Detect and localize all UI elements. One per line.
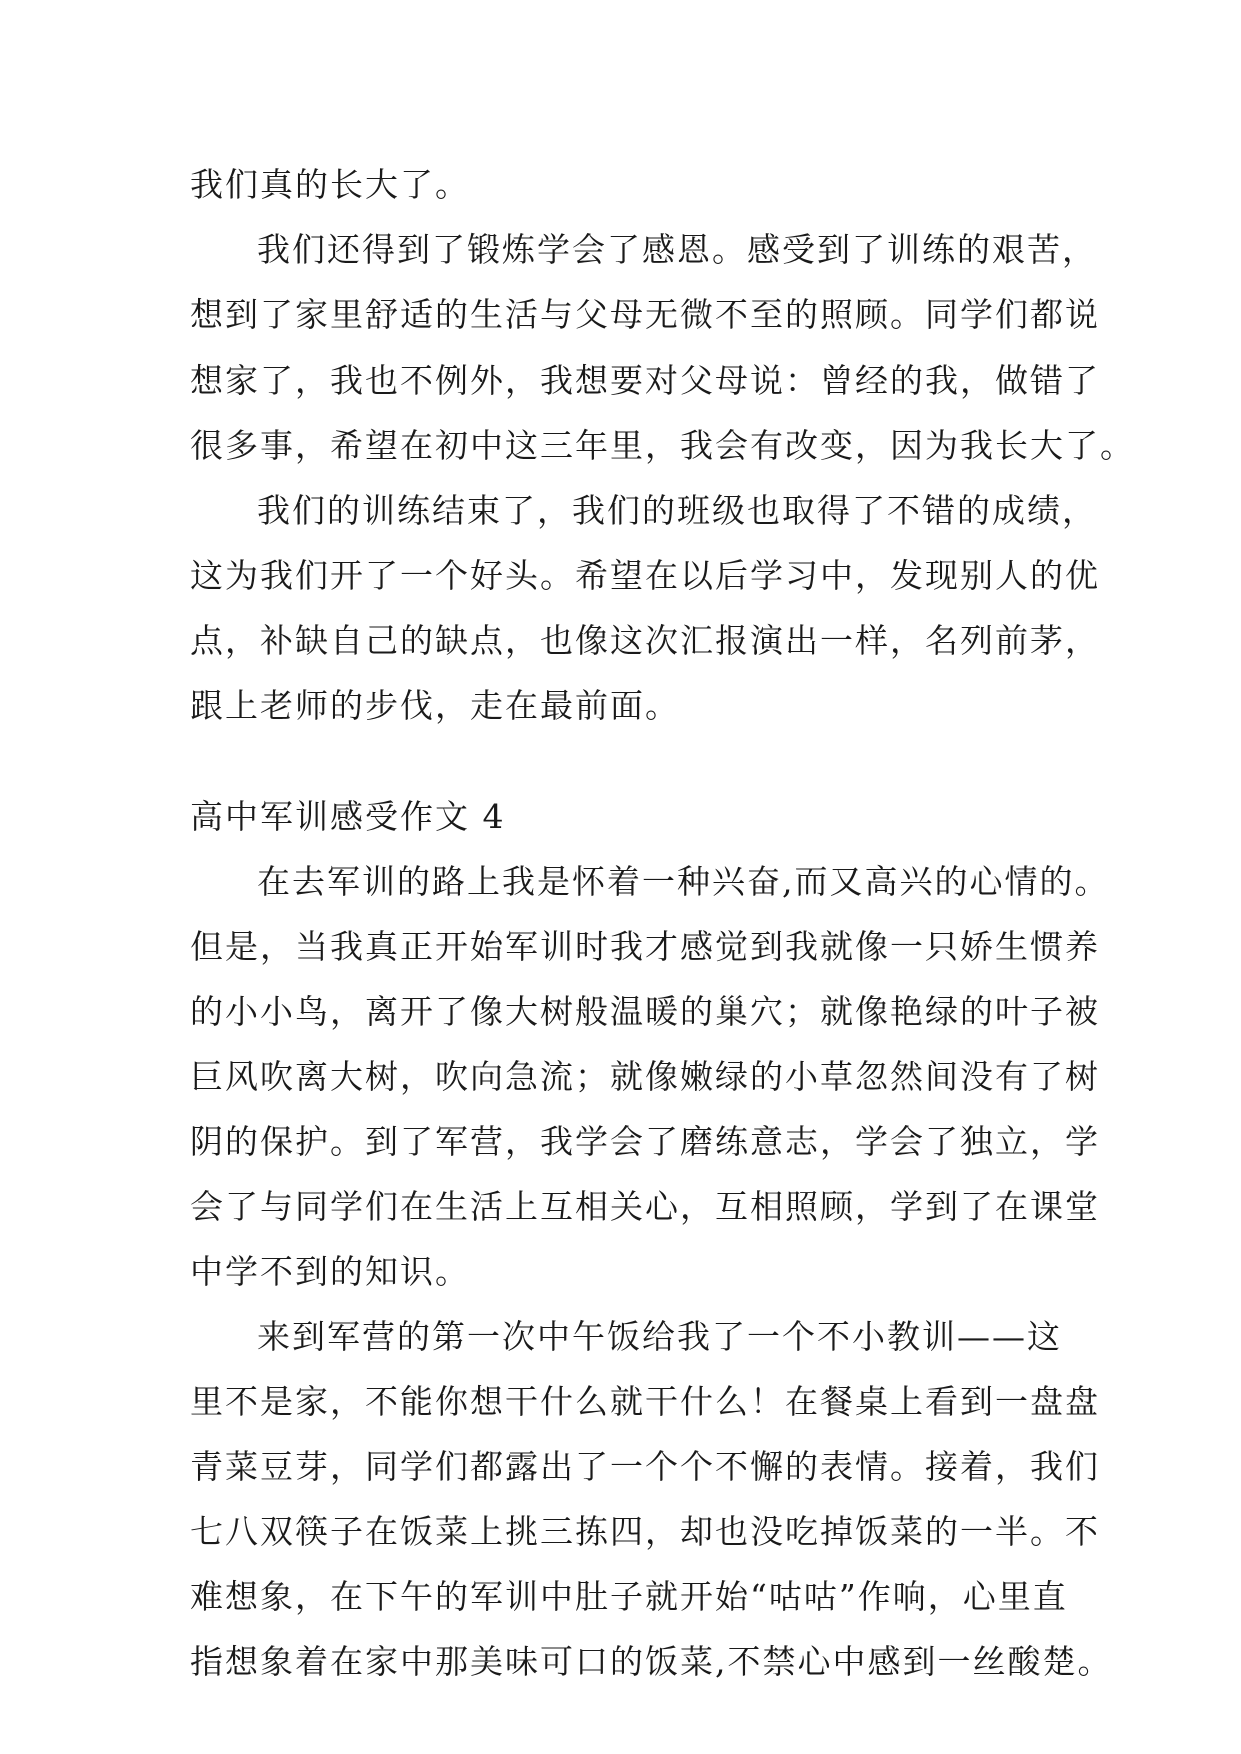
text-line: 会了与同学们在生活上互相关心，互相照顾，学到了在课堂 [190,1187,1100,1226]
text-line: 七八双筷子在饭菜上挑三拣四，却也没吃掉饭菜的一半。不 [190,1512,1100,1551]
text-line: 点，补缺自己的缺点，也像这次汇报演出一样，名列前茅， [190,621,1100,660]
text-line: 但是，当我真正开始军训时我才感觉到我就像一只娇生惯养 [190,927,1100,966]
text-line: 我们真的长大了。 [190,165,470,204]
text-line: 在去军训的路上我是怀着一种兴奋,而又高兴的心情的。 [257,862,1110,901]
text-line: 指想象着在家中那美味可口的饭菜,不禁心中感到一丝酸楚。 [190,1642,1113,1681]
text-line: 的小小鸟，离开了像大树般温暖的巢穴；就像艳绿的叶子被 [190,992,1100,1031]
text-line: 巨风吹离大树，吹向急流；就像嫩绿的小草忽然间没有了树 [190,1057,1100,1096]
section-heading: 高中军训感受作文 4 [190,797,506,836]
text-line: 青菜豆芽，同学们都露出了一个个不懈的表情。接着，我们 [190,1447,1100,1486]
text-line: 来到军营的第一次中午饭给我了一个不小教训——这 [257,1317,1062,1356]
text-line: 我们的训练结束了，我们的班级也取得了不错的成绩， [257,491,1097,530]
text-line: 阴的保护。到了军营，我学会了磨练意志，学会了独立，学 [190,1122,1100,1161]
text-line: 这为我们开了一个好头。希望在以后学习中，发现别人的优 [190,556,1100,595]
text-line: 很多事，希望在初中这三年里，我会有改变，因为我长大了。 [190,426,1135,465]
text-line: 里不是家，不能你想干什么就干什么！在餐桌上看到一盘盘 [190,1382,1100,1421]
text-line: 想到了家里舒适的生活与父母无微不至的照顾。同学们都说 [190,295,1100,334]
text-line: 想家了，我也不例外，我想要对父母说：曾经的我，做错了 [190,361,1100,400]
text-line: 跟上老师的步伐，走在最前面。 [190,686,680,725]
text-line: 中学不到的知识。 [190,1252,470,1291]
text-line: 我们还得到了锻炼学会了感恩。感受到了训练的艰苦， [257,230,1097,269]
text-line: 难想象，在下午的军训中肚子就开始“咕咕”作响，心里直 [190,1577,1068,1616]
